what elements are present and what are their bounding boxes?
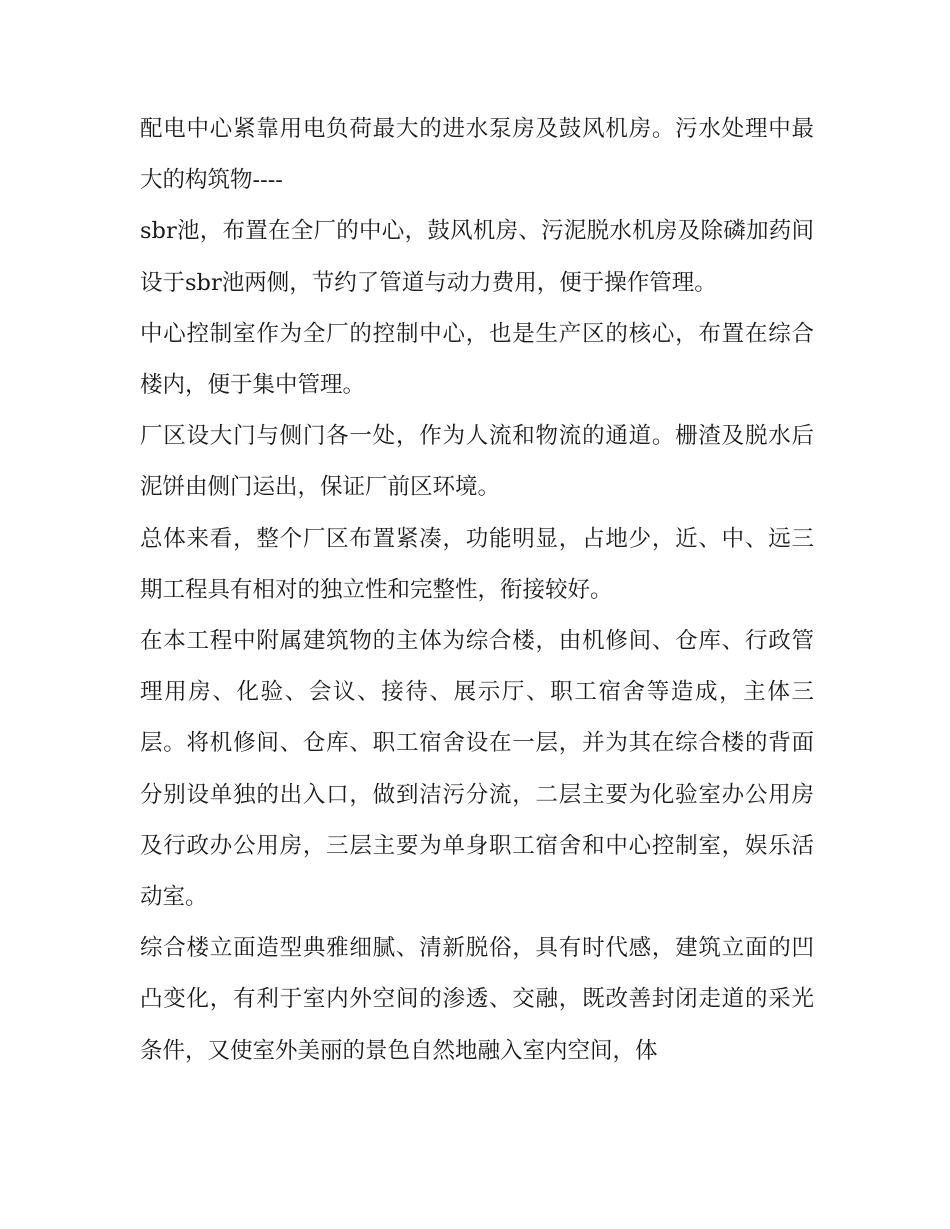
paragraph-gates: 厂区设大门与侧门各一处，作为人流和物流的通道。栅渣及脱水后泥饼由侧门运出，保证厂前区环境。: [140, 423, 814, 501]
paragraph-facade: 综合楼立面造型典雅细腻、清新脱俗，具有时代感，建筑立面的凹凸变化，有利于室内外空间的渗透、交融，既改善封闭走道的采光条件，又使室外美丽的景色自然地融入室内空间，体: [140, 935, 814, 1064]
paragraph-sbr-pool: sbr池，布置在全厂的中心，鼓风机房、污泥脱水机房及除磷加药间设于sbr池两侧，节约了管道与动力费用，便于操作管理。: [140, 218, 814, 296]
paragraph-overall-layout: 总体来看，整个厂区布置紧凑，功能明显，占地少，近、中、远三期工程具有相对的独立性和完整性，衔接较好。: [140, 525, 814, 603]
paragraph-power-center: 配电中心紧靠用电负荷最大的进水泵房及鼓风机房。污水处理中最大的构筑物----: [140, 116, 814, 194]
document-body: [140, 104, 814, 1077]
paragraph-complex-building: 在本工程中附属建筑物的主体为综合楼，由机修间、仓库、行政管理用房、化验、会议、接待、展示厅、职工宿舍等造成，主体三层。将机修间、仓库、职工宿舍设在一层，并为其在综合楼的背面分别设单独的出入口，做到洁污分流，二层主要为化验室办公用房及行政办公用房，三层主要为单身职工宿舍和中心控制室，娱乐活动室。: [140, 628, 814, 911]
paragraph-control-room: 中心控制室作为全厂的控制中心，也是生产区的核心，布置在综合楼内，便于集中管理。: [140, 320, 814, 399]
